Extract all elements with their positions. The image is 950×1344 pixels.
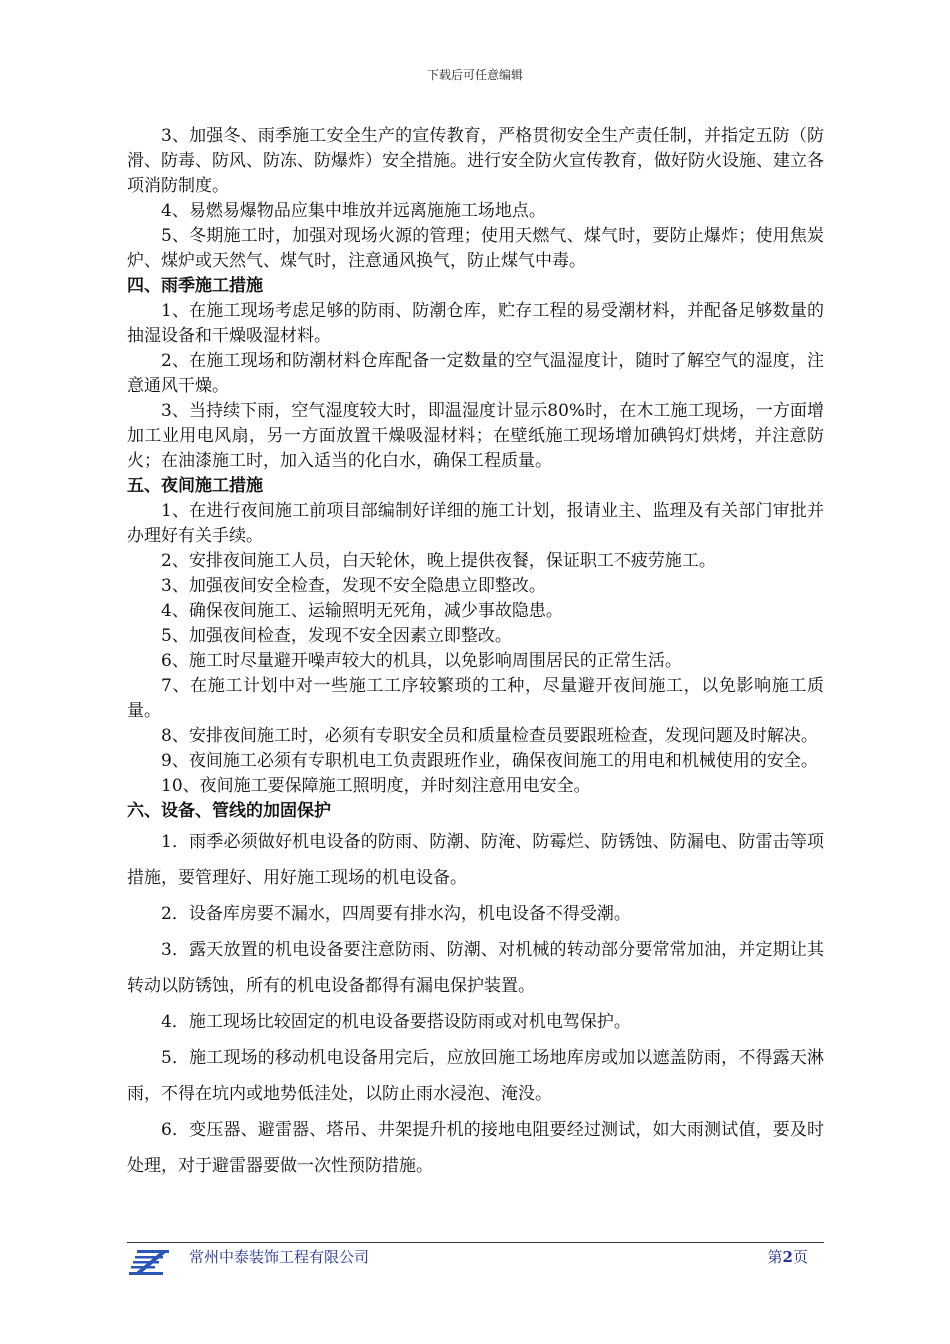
paragraph: 1、在进行夜间施工前项目部编制好详细的施工计划，报请业主、监理及有关部门审批并办理好有关手续。 (127, 501, 824, 546)
section-heading: 五、夜间施工措施 (127, 476, 263, 496)
paragraph: 1．雨季必须做好机电设备的防雨、防潮、防淹、防霉烂、防锈蚀、防漏电、防雷击等项措施，要管理好、用好施工现场的机电设备。 (127, 832, 824, 888)
intro-block (127, 124, 824, 274)
paragraph: 4、易燃易爆物品应集中堆放并远离施施工场地点。 (161, 201, 546, 221)
paragraph: 6、施工时尽量避开噪声较大的机具，以免影响周围居民的正常生活。 (161, 651, 682, 671)
paragraph: 2、安排夜间施工人员，白天轮休，晚上提供夜餐，保证职工不疲劳施工。 (161, 551, 716, 571)
paragraph: 5、加强夜间检查，发现不安全因素立即整改。 (161, 626, 512, 646)
paragraph: 2、在施工现场和防潮材料仓库配备一定数量的空气温湿度计，随时了解空气的湿度，注意通风干燥。 (127, 351, 824, 396)
paragraph: 3、加强冬、雨季施工安全生产的宣传教育，严格贯彻安全生产责任制，并指定五防（防滑、防毒、防风、防冻、防爆炸）安全措施。进行安全防火宣传教育，做好防火设施、建立各项消防制度。 (127, 126, 824, 196)
paragraph: 5、冬期施工时，加强对现场火源的管理；使用天燃气、煤气时，要防止爆炸；使用焦炭炉、煤炉或天然气、煤气时，注意通风换气，防止煤气中毒。 (127, 226, 824, 271)
section-equipment-protection (127, 799, 824, 1184)
paragraph: 3、当持续下雨，空气湿度较大时，即温湿度计显示80%时，在木工施工现场，一方面增加工业用电风扇，另一方面放置干燥吸湿材料；在壁纸施工现场增加碘钨灯烘烤，并注意防火；在油漆施工时，加入适当的化白水，确保工程质量。 (127, 401, 824, 471)
paragraph: 2．设备库房要不漏水，四周要有排水沟，机电设备不得受潮。 (161, 904, 631, 924)
section-heading: 四、雨季施工措施 (127, 276, 263, 296)
section-heading: 六、设备、管线的加固保护 (127, 801, 331, 821)
paragraph: 5．施工现场的移动机电设备用完后，应放回施工场地库房或加以遮盖防雨，不得露天淋雨，不得在坑内或地势低洼处，以防止雨水浸泡、淹没。 (127, 1048, 824, 1104)
footer-divider (127, 1242, 824, 1243)
page-number-value: 2 (782, 1248, 793, 1266)
page-suffix: 页 (792, 1248, 808, 1266)
paragraph: 4、确保夜间施工、运输照明无死角，减少事故隐患。 (161, 601, 563, 621)
paragraph: 1、在施工现场考虑足够的防雨、防潮仓库，贮存工程的易受潮材料，并配备足够数量的抽湿设备和干燥吸湿材料。 (127, 301, 824, 346)
section-rainy-season (127, 274, 824, 474)
document-body (127, 124, 824, 1184)
page-number (768, 1246, 808, 1267)
page-prefix: 第 (767, 1248, 783, 1266)
paragraph: 10、夜间施工要保障施工照明度，并时刻注意用电安全。 (161, 776, 591, 796)
page-footer (127, 1242, 824, 1282)
paragraph: 9、夜间施工必须有专职机电工负责跟班作业，确保夜间施工的用电和机械使用的安全。 (161, 751, 818, 771)
company-logo-icon (129, 1248, 173, 1278)
paragraph: 6．变压器、避雷器、塔吊、井架提升机的接地电阻要经过测试，如大雨测试值，要及时处理，对于避雷器要做一次性预防措施。 (127, 1120, 824, 1176)
paragraph: 4．施工现场比较固定的机电设备要搭设防雨或对机电驾保护。 (161, 1012, 631, 1032)
company-name: 常州中泰装饰工程有限公司 (189, 1248, 370, 1266)
header-note: 下载后可任意编辑 (426, 68, 523, 82)
section-night-work (127, 474, 824, 799)
paragraph: 8、安排夜间施工时，必须有专职安全员和质量检查员要跟班检查，发现问题及时解决。 (161, 726, 818, 746)
paragraph: 3、加强夜间安全检查，发现不安全隐患立即整改。 (161, 576, 546, 596)
paragraph: 7、在施工计划中对一些施工工序较繁琐的工种，尽量避开夜间施工，以免影响施工质量。 (127, 676, 824, 721)
paragraph: 3．露天放置的机电设备要注意防雨、防潮、对机械的转动部分要常常加油，并定期让其转动以防锈蚀，所有的机电设备都得有漏电保护装置。 (127, 940, 824, 996)
